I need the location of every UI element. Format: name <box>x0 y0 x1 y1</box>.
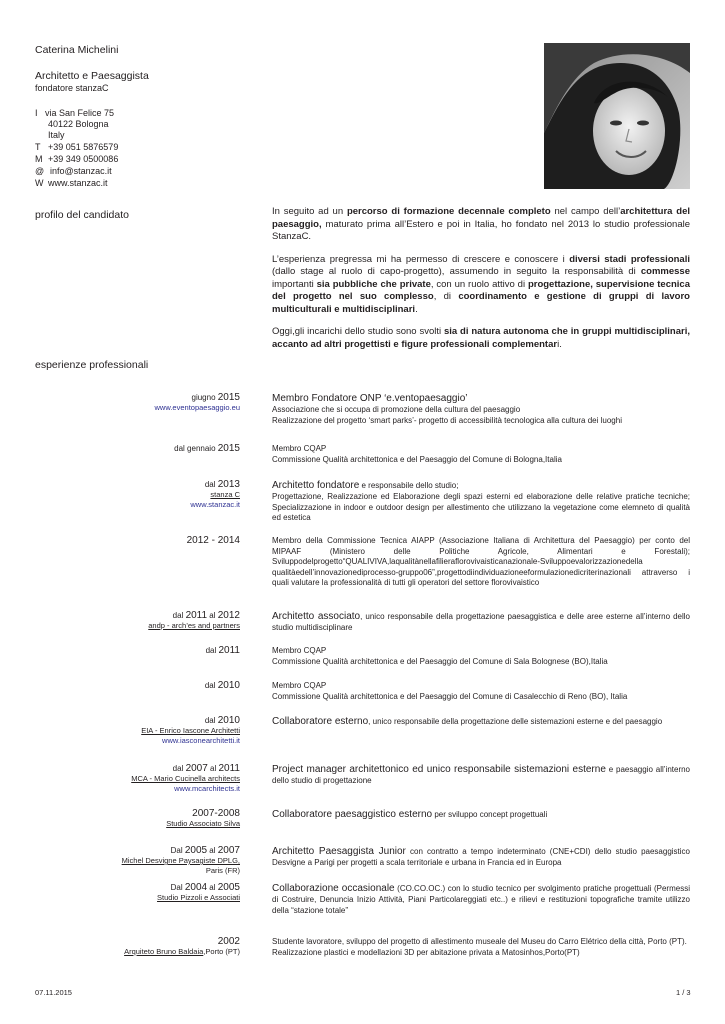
date-year: 2015 <box>217 443 240 454</box>
profile-emphasis: architettura del paesaggio, <box>272 206 690 230</box>
experience-detail-line: Commissione Qualità architettonica e del Paesaggio del Comune di Sala Bolognese (BO),Italia <box>272 656 608 666</box>
experience-title: Architetto Paesaggista Junior <box>272 846 406 857</box>
experience-detail-line: Membro CQAP <box>272 444 327 453</box>
section-profile-label: profilo del candidato <box>35 209 129 221</box>
date-year: 2007-2008 <box>192 808 240 819</box>
experience-title-detail: , unico responsabile della progettazione paesaggistica e delle aree esterne all’interno dello studio multidisciplinare <box>272 612 691 632</box>
experience-title-detail: con contratto a tempo indeterminato (CNE+CDI) dello studio paesaggistico Desvigne a Parigi per progetti a scala territoriale e urbana in Francia ed in Europa <box>272 847 690 867</box>
experience-organization: MCA - Mario Cucinella architects <box>131 774 240 783</box>
profile-run: . <box>415 303 418 315</box>
experience-date-block <box>100 646 240 656</box>
portrait-photo <box>544 43 690 189</box>
date-year-end: 2005 <box>217 882 240 893</box>
experience-title: Collaboratore esterno <box>272 716 369 727</box>
profile-run: i. <box>557 338 562 350</box>
address-line1: via San Felice 75 <box>45 108 115 118</box>
experience-date <box>100 883 240 893</box>
date-year-end: 2007 <box>217 845 240 856</box>
date-year: 2010 <box>217 715 240 726</box>
experience-date-block <box>100 937 240 957</box>
experience-detail-line: Realizzazione del progetto ‘smart parks’- progetto di accessibilità tecnologica alla cultura dei luoghi <box>272 415 622 425</box>
date-year: 2011 <box>218 645 240 656</box>
date-prefix: Dal <box>170 883 185 892</box>
experience-title: Architetto fondatore <box>272 480 360 491</box>
date-connector: al <box>207 846 218 855</box>
profile-paragraph-1 <box>272 206 690 244</box>
experience-date <box>100 444 240 454</box>
experience-website-link[interactable]: www.eventopaesaggio.eu <box>154 403 240 412</box>
experience-place: ,Porto (PT) <box>203 947 240 956</box>
experience-date-block <box>100 480 240 510</box>
profile-paragraph-2 <box>272 254 690 317</box>
experience-title-line <box>272 809 690 821</box>
date-year-end: 2011 <box>218 763 240 774</box>
experience-date-block <box>100 681 240 691</box>
date-year: 2002 <box>217 936 240 947</box>
address-line3: Italy <box>48 130 65 140</box>
experience-description <box>272 716 690 728</box>
experience-description <box>272 480 690 524</box>
experience-detail-line: Membro CQAP <box>272 681 327 690</box>
experience-date <box>100 393 240 403</box>
experience-organization: andp - arch’es and partners <box>148 621 240 630</box>
experience-title-detail: e responsabile dello studio; <box>359 481 459 490</box>
experience-detail-line: Membro della Commissione Tecnica AIAPP (Associazione Italiana di Architettura del Paesaggio) per conto del MIPAAF (Ministero delle Politiche Agricole, Alimentari e Forestali); Sviluppodelprogetto“QUALIVIVA,laqualitànellafilieraflorovivaisticanazionale-Sviluppoevalorizzazionedella qualitàedell’innovazionediprocesso-gruppo06”,progettodiindividuazioneeformulazionedicriterinazionali attraverso i quali valutare la professionalità di tutti gli operatori del settore florovivaistico <box>272 536 690 587</box>
date-prefix: dal <box>172 611 186 620</box>
footer-date: 07.11.2015 <box>35 988 72 997</box>
experience-date-block <box>100 444 240 454</box>
experience-date <box>100 809 240 819</box>
date-year-end: 2012 <box>217 610 240 621</box>
profile-emphasis: percorso di formazione decennale completo <box>346 206 551 217</box>
profile-text <box>272 206 690 361</box>
profile-run: , di <box>433 291 459 302</box>
date-prefix: dal <box>204 480 218 489</box>
experience-title-detail: (CO.CO.OC.) con lo studio tecnico per svolgimento pratiche progettuali (Permessi di Costruire, Denuncia Inizio Attività, Piani Particolareggiati etc..) e rilievi e restituzioni topografiche tramite utilizzo della “stazione totale” <box>272 884 690 915</box>
experience-date-block <box>100 536 240 546</box>
experience-website-link[interactable]: www.mcarchitects.it <box>174 784 240 793</box>
experience-description <box>272 536 690 589</box>
profile-emphasis: sia di natura autonoma che in gruppi multidisciplinari, accanto ad altri progettisti e figure professionali complementar <box>272 326 690 350</box>
profile-run: nel campo dell’ <box>550 206 621 217</box>
experience-description <box>272 646 690 667</box>
date-prefix: giugno <box>191 393 218 402</box>
experience-title-line <box>272 393 690 405</box>
experience-organization-line <box>100 893 240 903</box>
date-prefix: dal <box>172 764 186 773</box>
experience-title: Project manager architettonico ed unico responsabile sistemazioni esterne <box>272 764 606 775</box>
experience-organization-line <box>100 819 240 829</box>
profile-emphasis: diversi stadi professionali <box>569 253 690 265</box>
experience-description <box>272 764 690 787</box>
profile-paragraph-3 <box>272 326 690 351</box>
experience-detail-line: Commissione Qualità architettonica e del Paesaggio del Comune di Casalecchio di Reno (BO), Italia <box>272 691 628 701</box>
profile-run: importanti <box>272 278 317 290</box>
date-year: 2015 <box>217 392 240 403</box>
experience-date <box>100 536 240 546</box>
candidate-name: Caterina Michelini <box>35 44 119 56</box>
experience-organization-line <box>100 774 240 784</box>
experience-organization-line <box>100 726 240 736</box>
experience-date-block <box>100 393 240 413</box>
address-label: I <box>35 108 38 118</box>
experience-title-detail: e paesaggio all’interno dello studio di progettazione <box>272 765 690 785</box>
profile-run: In seguito ad un <box>272 206 347 217</box>
email-label: @ <box>35 166 45 176</box>
profile-run: L’esperienza pregressa mi ha permesso di crescere e conoscere i <box>272 253 570 265</box>
experience-date-block <box>100 611 240 631</box>
experience-title-line <box>272 716 690 728</box>
experience-detail-line: Membro CQAP <box>272 646 327 655</box>
experience-organization-line <box>100 490 240 500</box>
candidate-role: Architetto e Paesaggista <box>35 70 149 82</box>
experience-detail-line: Commissione Qualità architettonica e del Paesaggio del Comune di Bologna,Italia <box>272 454 562 464</box>
experience-organization-line <box>100 947 240 957</box>
experience-date-block <box>100 764 240 794</box>
experience-title-line <box>272 480 690 492</box>
profile-emphasis: sia pubbliche che private <box>316 278 431 290</box>
date-year: 2007 <box>185 763 208 774</box>
experience-organization-line <box>100 621 240 631</box>
experience-date <box>100 716 240 726</box>
experience-date-block <box>100 809 240 829</box>
experience-date <box>100 937 240 947</box>
date-prefix: dal gennaio <box>174 444 218 453</box>
date-year: 2011 <box>185 610 208 621</box>
experience-date <box>100 611 240 621</box>
date-prefix: dal <box>204 681 218 690</box>
address-line2: 40122 Bologna <box>48 119 109 129</box>
experience-title: Architetto associato <box>272 611 361 622</box>
date-year: 2005 <box>184 845 208 856</box>
candidate-founder: fondatore stanzaC <box>35 83 109 93</box>
profile-emphasis: progettazione, supervisione tecnica del progetto nel suo complesso <box>272 278 690 302</box>
experience-description <box>272 883 690 916</box>
experience-date-block <box>100 846 240 876</box>
date-year: 2013 <box>217 479 240 490</box>
experience-description <box>272 393 690 426</box>
phone-value: +39 051 5876579 <box>48 142 119 152</box>
experience-place: Paris (FR) <box>205 866 240 875</box>
experience-title-line <box>272 611 690 634</box>
experience-title-detail: per sviluppo concept progettuali <box>432 810 548 819</box>
experience-date <box>100 480 240 490</box>
date-connector: al <box>207 883 218 892</box>
experience-date-block <box>100 883 240 903</box>
phone-label: T <box>35 142 41 152</box>
experience-website-link[interactable]: www.stanzac.it <box>190 500 240 509</box>
experience-title-detail: , unico responsabile della progettazione delle sistemazioni esterne e del paesaggio <box>368 717 663 726</box>
mobile-value: +39 349 0500086 <box>48 154 119 164</box>
date-year: 2004 <box>184 882 208 893</box>
date-year: 2010 <box>217 680 240 691</box>
experience-organization: Studio Pizzoli e Associati <box>157 893 240 902</box>
experience-date <box>100 764 240 774</box>
experience-date <box>100 646 240 656</box>
date-prefix: dal <box>205 646 219 655</box>
experience-title-line <box>272 764 690 787</box>
experience-title: Membro Fondatore ONP ‘e.ventopaesaggio’ <box>272 393 468 404</box>
profile-run: , con un ruolo attivo di <box>430 278 528 290</box>
email-value[interactable]: info@stanzac.it <box>50 166 112 176</box>
experience-description <box>272 937 690 958</box>
web-value[interactable]: www.stanzac.it <box>48 178 108 188</box>
experience-title: Collaboratore paesaggistico esterno <box>272 809 433 820</box>
footer-page-number: 1 / 3 <box>676 988 691 997</box>
experience-organization: stanza C <box>210 490 240 499</box>
experience-detail-line: Associazione che si occupa di promozione della cultura del paesaggio <box>272 405 521 414</box>
mobile-label: M <box>35 154 43 164</box>
experience-title-line <box>272 883 690 916</box>
date-connector: al <box>207 764 219 773</box>
experience-date-block <box>100 716 240 746</box>
date-year: 2012 - 2014 <box>186 535 240 546</box>
experience-description <box>272 809 690 821</box>
experience-detail-line: Progettazione, Realizzazione ed Elaborazione degli spazi esterni ed elaborazione delle relative pratiche tecniche; Specializzazione in indoor e outdoor design per allestimento che utilizzano la vegetazione come elemneto di qualità ed estetica <box>272 492 690 522</box>
experience-title-line <box>272 846 690 869</box>
experience-description <box>272 681 690 702</box>
profile-run: Oggi,gli incarichi dello studio sono svolti <box>272 326 444 337</box>
experience-website-link[interactable]: www.iasconearchitetti.it <box>162 736 240 745</box>
experience-description <box>272 846 690 869</box>
experience-description <box>272 444 690 465</box>
experience-date <box>100 681 240 691</box>
profile-emphasis: coordinamento e gestione di gruppi di lavoro multiculturali e multidisciplinari <box>272 291 690 315</box>
experience-date <box>100 846 240 856</box>
profile-run: maturato prima all’Estero e poi in Italia, ho fondato nel 2013 lo studio professionale StanzaC. <box>272 218 690 242</box>
section-experience-label: esperienze professionali <box>35 359 149 371</box>
date-prefix: Dal <box>170 846 185 855</box>
date-connector: al <box>207 611 218 620</box>
experience-detail-line: Realizzazione plastici e modellazioni 3D per abitazione privata a Matosinhos,Porto(PT) <box>272 947 580 957</box>
experience-organization: Arquiteto Bruno Baldaia <box>124 947 204 956</box>
experience-organization-line <box>100 856 240 866</box>
experience-title: Collaborazione occasionale <box>272 883 395 894</box>
experience-description <box>272 611 690 634</box>
profile-emphasis: commesse <box>640 266 690 277</box>
profile-run: (dallo stage al ruolo di capo-progetto), assumendo in seguito la responsabilità di <box>272 266 641 277</box>
experience-organization: Michel Desvigne Paysagiste DPLG, <box>121 856 240 865</box>
experience-organization: EIA - Enrico Iascone Architetti <box>141 726 240 735</box>
date-prefix: dal <box>204 716 218 725</box>
experience-organization: Studio Associato Silva <box>166 819 240 828</box>
web-label: W <box>35 178 44 188</box>
experience-detail-line: Studente lavoratore, sviluppo del progetto di allestimento museale del Museu do Carro Elétrico della città, Porto (PT). <box>272 937 687 946</box>
